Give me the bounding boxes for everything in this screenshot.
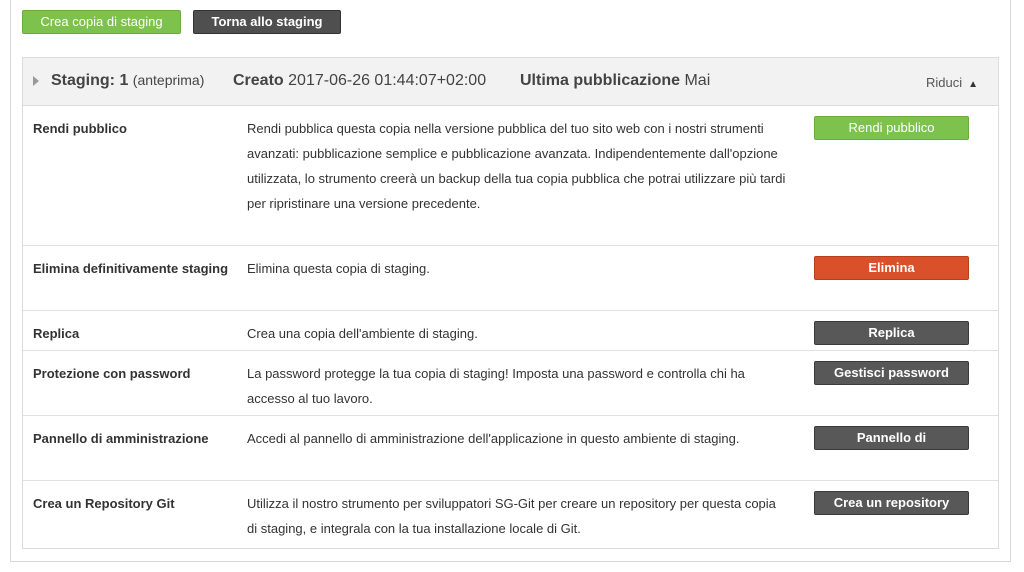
row-publish [23, 106, 998, 246]
admin-panel-button[interactable]: Pannello di [814, 426, 969, 450]
row-label: Rendi pubblico [33, 121, 127, 136]
created-info [233, 72, 486, 90]
collapse-link[interactable] [926, 75, 978, 90]
row-label: Pannello di amministrazione [33, 431, 209, 446]
caret-right-icon[interactable] [33, 76, 39, 86]
replicate-button[interactable]: Replica [814, 321, 969, 345]
row-admin-panel [23, 416, 998, 481]
row-description: Accedi al pannello di amministrazione dell'applicazione in questo ambiente di staging. [247, 431, 740, 446]
row-description: Crea una copia dell'ambiente di staging. [247, 326, 478, 341]
staging-note: (anteprima) [132, 72, 205, 88]
chevron-up-icon[interactable]: ▲ [968, 79, 978, 90]
row-label: Crea un Repository Git [33, 496, 175, 511]
manage-password-button[interactable]: Gestisci password [814, 361, 969, 385]
staging-label: Staging: 1 [51, 72, 129, 89]
row-password [23, 351, 998, 416]
last-publication-info [520, 72, 710, 90]
row-label: Elimina definitivamente staging [33, 261, 229, 276]
staging-panel-header[interactable] [23, 58, 998, 106]
created-value: 2017-06-26 01:44:07+02:00 [288, 72, 487, 89]
row-replicate [23, 311, 998, 351]
publish-button[interactable]: Rendi pubblico [814, 116, 969, 140]
row-git [23, 481, 998, 548]
back-to-staging-button[interactable]: Torna allo staging [193, 10, 341, 34]
last-publication-label: Ultima pubblicazione [520, 72, 681, 89]
row-delete [23, 246, 998, 311]
row-label: Protezione con password [33, 366, 191, 381]
staging-title [51, 72, 204, 90]
last-publication-value: Mai [684, 72, 711, 89]
staging-panel [22, 57, 999, 549]
row-description: Elimina questa copia di staging. [247, 261, 430, 276]
row-description: La password protegge la tua copia di staging! Imposta una password e controlla chi ha accesso al tuo lavoro. [247, 366, 745, 406]
delete-button[interactable]: Elimina [814, 256, 969, 280]
create-staging-copy-button[interactable]: Crea copia di staging [22, 10, 181, 34]
created-label: Creato [233, 72, 284, 89]
create-repository-button[interactable]: Crea un repository [814, 491, 969, 515]
collapse-label[interactable]: Riduci [925, 75, 963, 90]
row-description: Rendi pubblica questa copia nella versione pubblica del tuo sito web con i nostri strumenti avanzati: pubblicazione semplice e pubblicazione avanzata. Indipendentemente dall'opzione utilizzata, lo strumento creerà un backup della tua copia pubblica che potrai utilizzare più tardi per ripristinare una versione precedente. [247, 121, 786, 211]
row-label: Replica [33, 326, 80, 341]
row-description: Utilizza il nostro strumento per sviluppatori SG-Git per creare un repository per questa copia di staging, e integrala con la tua installazione locale di Git. [247, 496, 776, 536]
